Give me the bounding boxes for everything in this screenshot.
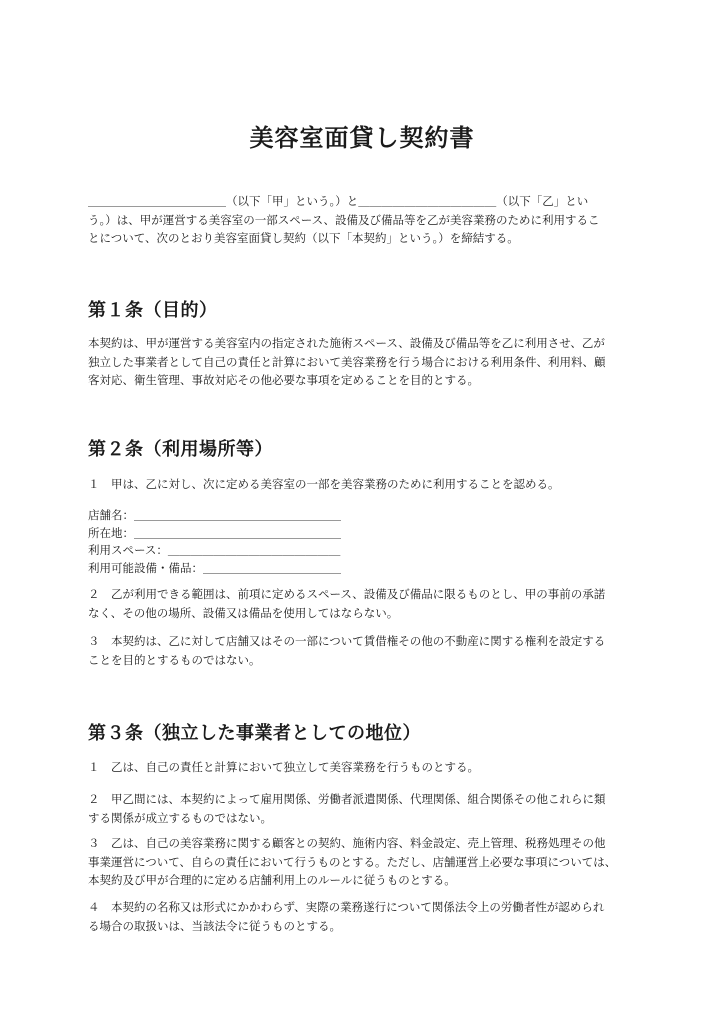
document-title: 美容室面貸し契約書 (249, 124, 475, 152)
preamble-line: とについて、次のとおり美容室面貸し契約（以下「本契約」という。）を締結する。 (88, 231, 519, 245)
article-1-line: 独立した事業者として自己の責任と計算において美容業務を行う場合における利用条件、利用料、顧 (88, 354, 606, 369)
field-usage-space: 利用スペース：＿＿＿＿＿＿＿＿＿＿＿＿＿＿＿ (88, 543, 341, 557)
article-3-p3-line: 本契約及び甲が合理的に定める店舗利用上のルールに従うものとする。 (88, 873, 456, 887)
article-3-p4-line: ４ 本契約の名称又は形式にかかわらず、実際の業務遂行について関係法令上の労働者性が認められ (88, 900, 605, 914)
article-2-heading: 第２条（利用場所等） (88, 439, 273, 460)
field-address: 所在地：＿＿＿＿＿＿＿＿＿＿＿＿＿＿＿＿＿＿ (88, 525, 341, 540)
article-2-p1-line: １ 甲は、乙に対し、次に定める美容室の一部を美容業務のために利用することを認める。 (88, 477, 560, 491)
article-2-p3-line: ３ 本契約は、乙に対して店舗又はその一部について賃借権その他の不動産に関する権利を設定する (88, 634, 606, 648)
preamble (88, 192, 644, 248)
article-3-p1-line: １ 乙は、自己の責任と計算において独立して美容業務を行うものとする。 (88, 760, 479, 774)
article-2-p2-line: なく、その他の場所、設備又は備品を使用してはならない。 (88, 605, 399, 620)
article-3-paragraph-4 (88, 898, 644, 935)
article-3-heading: 第３条（独立した事業者としての地位） (88, 723, 421, 744)
article-1-heading: 第１条（目的） (88, 300, 218, 321)
preamble-line: う。）は、甲が運営する美容室の一部スペース、設備及び備品等を乙が美容業務のために利用するこ (88, 212, 600, 227)
article-3-p3-line: 事業運営について、自らの責任において行うものとする。ただし、店舗運営上必要な事項については、 (88, 854, 617, 869)
article-2-fields (88, 507, 644, 577)
article-2-p2-line: ２ 乙が利用できる範囲は、前項に定めるスペース、設備及び備品に限るものとし、甲の事前の承諾 (88, 587, 606, 601)
article-3-p2-line: ２ 甲乙間には、本契約によって雇用関係、労働者派遣関係、代理関係、組合関係その他これらに類 (88, 792, 606, 806)
field-equipment: 利用可能設備・備品：＿＿＿＿＿＿＿＿＿＿＿＿ (88, 560, 341, 575)
field-store-name: 店舗名：＿＿＿＿＿＿＿＿＿＿＿＿＿＿＿＿＿＿ (88, 508, 341, 522)
article-3-p2-line: する関係が成立するものではない。 (88, 810, 272, 825)
article-3-paragraph-1 (88, 758, 644, 777)
article-2-paragraph-1 (88, 475, 644, 494)
article-3-paragraph-3 (88, 834, 644, 890)
article-3-p3-line: ３ 乙は、自己の美容業務に関する顧客との契約、施術内容、料金設定、売上管理、税務処理その他 (88, 836, 606, 850)
preamble-line: ＿＿＿＿＿＿＿＿＿＿＿＿（以下「甲」という。）と＿＿＿＿＿＿＿＿＿＿＿＿（以下「乙」とい (88, 194, 589, 208)
article-1-line: 本契約は、甲が運営する美容室内の指定された施術スペース、設備及び備品等を乙に利用させ、乙が (88, 336, 605, 350)
article-3-p4-line: る場合の取扱いは、当該法令に従うものとする。 (88, 918, 341, 933)
article-1-body (88, 334, 644, 390)
article-1-line: 客対応、衛生管理、事故対応その他必要な事項を定めることを目的とする。 (88, 373, 479, 387)
article-2-paragraph-3 (88, 632, 644, 669)
article-2-paragraph-2 (88, 585, 644, 622)
article-2-p3-line: ことを目的とするものではない。 (88, 652, 261, 667)
article-3-paragraph-2 (88, 790, 644, 827)
